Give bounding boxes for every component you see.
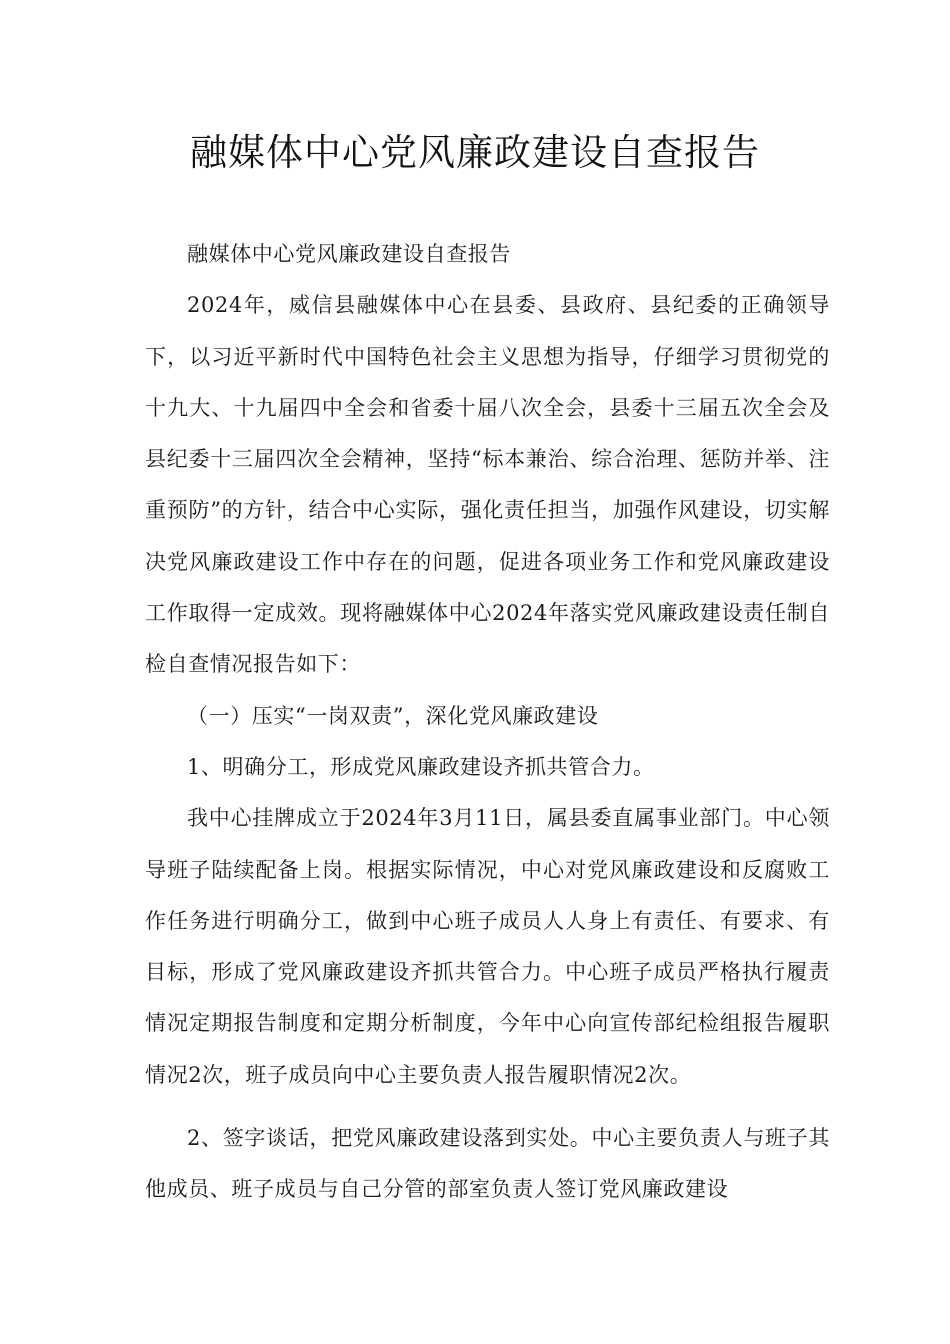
paragraph-body: 我中心挂牌成立于2024年3月11日，属县委直属事业部门。中心领导班子陆续配备上岗。根据实际情况，中心对党风廉政建设和反腐败工作任务进行明确分工，做到中心班子成员人人身上有责任、有要求、有目标，形成了党风廉政建设齐抓共管合力。中心班子成员严格执行履责情况定期报告制度和定期分析制度，今年中心向宣传部纪检组报告履职情况2次，班子成员向中心主要负责人报告履职情况2次。	[145, 806, 830, 1087]
section-heading: （一）压实“一岗双责”，深化党风廉政建设	[187, 703, 599, 728]
document-title: 融媒体中心党风廉政建设自查报告	[190, 131, 760, 174]
paragraph-body: 2、签字谈话，把党风廉政建设落到实处。中心主要负责人与班子其他成员、班子成员与自己分管的部室负责人签订党风廉政建设	[145, 1126, 830, 1202]
paragraph-subtitle: 融媒体中心党风廉政建设自查报告	[187, 242, 511, 266]
document-body	[145, 229, 830, 1216]
subsection-heading: 1、明确分工，形成党风廉政建设齐抓共管合力。	[187, 754, 655, 779]
paragraph-intro: 2024年，威信县融媒体中心在县委、县政府、县纪委的正确领导下，以习近平新时代中国特色社会主义思想为指导，仔细学习贯彻党的十九大、十九届四中全会和省委十届八次全会，县委十三届五次全会及县纪委十三届四次全会精神，坚持“标本兼治、综合治理、惩防并举、注重预防”的方针，结合中心实际，强化责任担当，加强作风建设，切实解决党风廉政建设工作中存在的问题，促进各项业务工作和党风廉政建设工作取得一定成效。现将融媒体中心2024年落实党风廉政建设责任制自检自查情况报告如下：	[145, 293, 830, 677]
